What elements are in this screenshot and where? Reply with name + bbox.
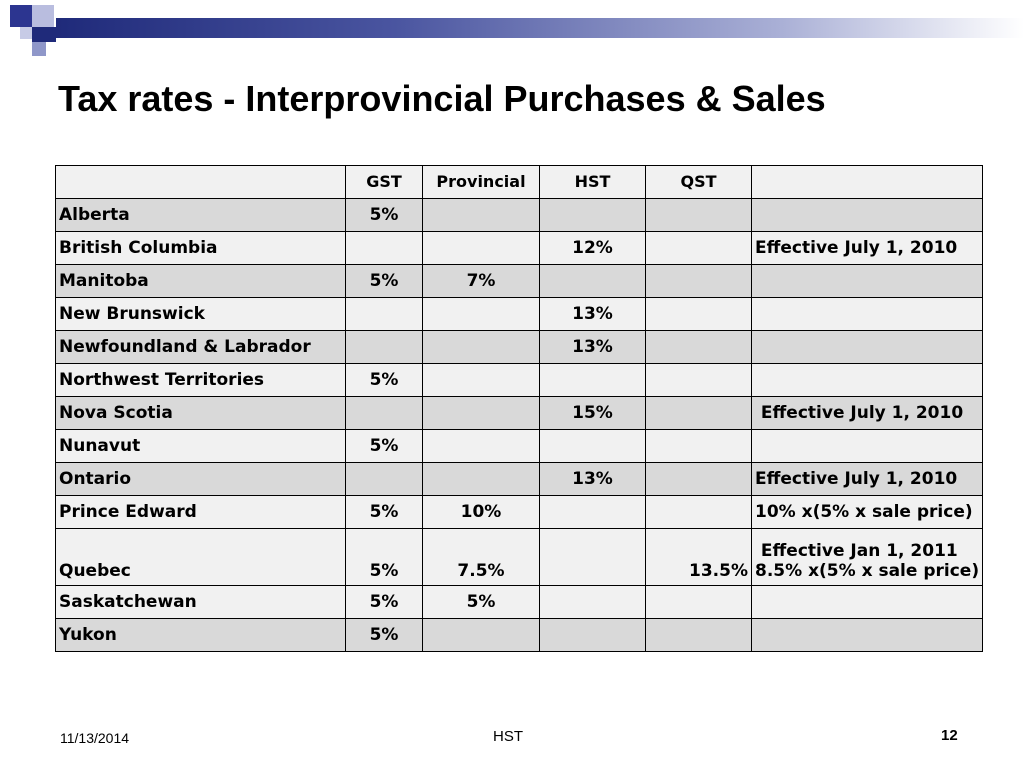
hst-cell: 15%	[540, 397, 646, 430]
header-cell-qst: QST	[646, 166, 752, 199]
qst-cell	[646, 364, 752, 397]
note-cell	[752, 298, 983, 331]
province-name: Saskatchewan	[56, 586, 346, 619]
tax-rates-table	[55, 165, 983, 652]
note-cell	[752, 430, 983, 463]
note-line-2: 8.5% x(5% x sale price)	[755, 561, 980, 581]
note-cell	[752, 619, 983, 652]
header-gradient-bar	[56, 18, 1024, 38]
province-name: Alberta	[56, 199, 346, 232]
note-cell: 10% x(5% x sale price)	[752, 496, 983, 529]
gst-cell: 5%	[346, 619, 423, 652]
hst-cell: 13%	[540, 298, 646, 331]
province-name: Manitoba	[56, 265, 346, 298]
hst-cell	[540, 364, 646, 397]
provincial-cell	[423, 298, 540, 331]
slide-title: Tax rates - Interprovincial Purchases & Sales	[58, 78, 826, 119]
note-cell: Effective July 1, 2010	[752, 232, 983, 265]
decor-square-2	[32, 5, 54, 27]
note-cell: Effective July 1, 2010	[752, 463, 983, 496]
gst-cell	[346, 463, 423, 496]
header-cell-hst: HST	[540, 166, 646, 199]
gst-cell	[346, 298, 423, 331]
provincial-cell	[423, 199, 540, 232]
decor-square-4	[32, 27, 56, 42]
table-row	[56, 397, 983, 430]
decor-square-5	[32, 42, 46, 56]
provincial-cell	[423, 463, 540, 496]
note-cell	[752, 199, 983, 232]
province-name: Nunavut	[56, 430, 346, 463]
province-name: Ontario	[56, 463, 346, 496]
province-name: Newfoundland & Labrador	[56, 331, 346, 364]
hst-cell	[540, 199, 646, 232]
hst-cell: 13%	[540, 463, 646, 496]
qst-cell	[646, 298, 752, 331]
hst-cell	[540, 586, 646, 619]
table-row	[56, 199, 983, 232]
provincial-cell: 10%	[423, 496, 540, 529]
gst-cell	[346, 397, 423, 430]
provincial-cell	[423, 430, 540, 463]
provincial-cell	[423, 397, 540, 430]
hst-cell	[540, 529, 646, 586]
header-cell-provincial: Provincial	[423, 166, 540, 199]
provincial-cell: 7.5%	[423, 529, 540, 586]
table-row	[56, 232, 983, 265]
provincial-cell	[423, 364, 540, 397]
decor-square-1	[10, 5, 32, 27]
gst-cell: 5%	[346, 496, 423, 529]
header-decoration	[0, 0, 1024, 60]
table-row	[56, 430, 983, 463]
provincial-cell: 5%	[423, 586, 540, 619]
qst-cell	[646, 430, 752, 463]
qst-cell	[646, 199, 752, 232]
table-row	[56, 463, 983, 496]
note-cell	[752, 529, 983, 586]
footer-date: 11/13/2014	[60, 730, 130, 746]
gst-cell: 5%	[346, 529, 423, 586]
table-row	[56, 496, 983, 529]
table-row	[56, 529, 983, 586]
qst-cell	[646, 232, 752, 265]
gst-cell	[346, 331, 423, 364]
gst-cell: 5%	[346, 430, 423, 463]
decor-square-3	[20, 27, 32, 39]
table-row	[56, 331, 983, 364]
note-cell	[752, 586, 983, 619]
gst-cell: 5%	[346, 586, 423, 619]
footer-title: HST	[493, 728, 523, 745]
hst-cell	[540, 265, 646, 298]
note-cell	[752, 265, 983, 298]
gst-cell	[346, 232, 423, 265]
qst-cell	[646, 331, 752, 364]
table-row	[56, 298, 983, 331]
page-number: 12	[941, 727, 958, 744]
header-cell-notes	[752, 166, 983, 199]
hst-cell	[540, 430, 646, 463]
qst-cell	[646, 496, 752, 529]
province-name: New Brunswick	[56, 298, 346, 331]
note-cell	[752, 364, 983, 397]
provincial-cell	[423, 331, 540, 364]
table-row	[56, 586, 983, 619]
qst-cell	[646, 586, 752, 619]
qst-cell	[646, 397, 752, 430]
province-name: Nova Scotia	[56, 397, 346, 430]
qst-cell: 13.5%	[646, 529, 752, 586]
gst-cell: 5%	[346, 199, 423, 232]
hst-cell	[540, 496, 646, 529]
table-row	[56, 364, 983, 397]
provincial-cell: 7%	[423, 265, 540, 298]
province-name: British Columbia	[56, 232, 346, 265]
table-row	[56, 265, 983, 298]
province-name: Northwest Territories	[56, 364, 346, 397]
note-cell: Effective July 1, 2010	[752, 397, 983, 430]
hst-cell	[540, 619, 646, 652]
province-name: Yukon	[56, 619, 346, 652]
qst-cell	[646, 463, 752, 496]
note-line-1: Effective Jan 1, 2011	[755, 541, 958, 561]
province-name: Quebec	[56, 529, 346, 586]
hst-cell: 13%	[540, 331, 646, 364]
province-name: Prince Edward	[56, 496, 346, 529]
header-cell-gst: GST	[346, 166, 423, 199]
note-cell	[752, 331, 983, 364]
provincial-cell	[423, 232, 540, 265]
gst-cell: 5%	[346, 364, 423, 397]
qst-cell	[646, 265, 752, 298]
hst-cell: 12%	[540, 232, 646, 265]
header-cell-blank	[56, 166, 346, 199]
table-header-row	[56, 166, 983, 199]
provincial-cell	[423, 619, 540, 652]
table-row	[56, 619, 983, 652]
gst-cell: 5%	[346, 265, 423, 298]
qst-cell	[646, 619, 752, 652]
